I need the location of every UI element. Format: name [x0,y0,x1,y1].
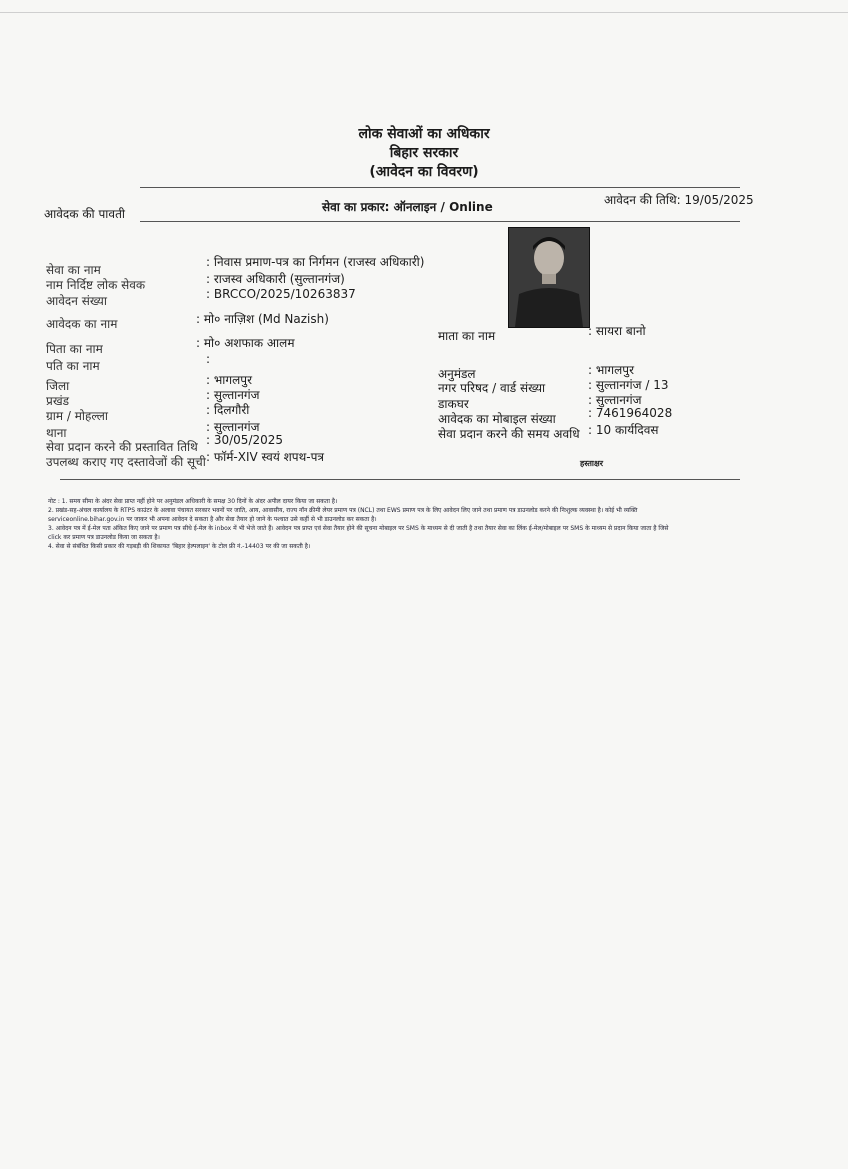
husband-name-value: : [206,352,211,366]
divider-top [140,187,740,188]
designated-officer-value: : राजस्व अधिकारी (सुल्तानगंज) [206,272,345,286]
service-name-value: : निवास प्रमाण-पत्र का निर्गमन (राजस्व अधिकारी) [206,255,425,269]
district-value: : भागलपुर [206,373,253,387]
mobile-value: : 7461964028 [588,406,673,420]
post-office-label: डाकघर [438,397,469,411]
service-type: सेवा का प्रकार: ऑनलाइन / Online [322,200,493,214]
applicant-photo [508,227,590,328]
mobile-label: आवेदक का मोबाइल संख्या [438,412,556,426]
block-value: : सुल्तानगंज [206,388,260,402]
note-1: नोट : 1. समय सीमा के अंदर सेवा प्राप्त नहीं होने पर अनुमंडल अधिकारी के समक्ष 30 दिनों के अंदर अपील दायर किया जा सकता है। [48,498,338,505]
subdivision-label: अनुमंडल [438,367,476,381]
police-station-label: थाना [46,426,67,440]
service-period-value: : 10 कार्यदिवस [588,423,659,437]
service-name-label: सेवा का नाम [46,263,101,277]
divider-bottom [60,479,740,480]
subdivision-value: : भागलपुर [588,363,635,377]
ward-value: : सुल्तानगंज / 13 [588,378,669,392]
proposed-date-value: : 30/05/2025 [206,433,284,447]
application-number-value: : BRCCO/2025/10263837 [206,287,356,301]
village-value: : दिलगौरी [206,403,250,417]
header-line-1: लोक सेवाओं का अधिकार [358,126,490,142]
scan-edge-line [0,12,848,13]
signature-label: हस्ताक्षर [580,459,603,468]
header-line-2: बिहार सरकार [389,145,459,161]
documents-value: : फॉर्म-XIV स्वयं शपथ-पत्र [206,450,325,464]
mother-name-label: माता का नाम [438,329,496,343]
proposed-date-label: सेवा प्रदान करने की प्रस्तावित तिथि [46,440,198,454]
father-name-label: पिता का नाम [46,342,103,356]
application-number-label: आवेदन संख्या [46,294,107,308]
ward-label: नगर परिषद / वार्ड संख्या [438,381,546,395]
police-station-value: : सुल्तानगंज [206,420,260,434]
note-3: 3. आवेदन पत्र में ई-मेल पता अंकित किए जाने पर प्रमाण पत्र सीधे ई-मेल के inbox में भी भेजे जाते हैं। आवेदन पत्र प्राप्त एवं सेवा तैयार होने की सूचना मोबाइल पर SMS के माध्यम से दी जाती है तथा तैयार सेवा का लिंक ई-मेल/मोबाइल पर SMS के माध्यम से प्रदान किया जाता है जिसे [48,525,669,532]
designated-officer-label: नाम निर्दिष्ट लोक सेवक [46,278,146,292]
father-name-value: : मो० अशफाक आलम [196,336,295,350]
receipt-label: आवेदक की पावती [44,207,126,221]
applicant-name-label: आवेदक का नाम [46,317,118,331]
note-2-cont: serviceonline.bihar.gov.in पर जाकर भी अपना आवेदन दे सकता है और सेवा तैयार हो जाने के पश्चात उसे कहीं से भी डाउनलोड कर सकता है। [48,516,377,523]
header-line-3: (आवेदन का विवरण) [369,164,479,180]
block-label: प्रखंड [46,394,70,408]
note-3-cont: click कर प्रमाण पत्र डाउनलोड किया जा सकता है। [48,534,160,541]
divider-mid [140,221,740,222]
husband-name-label: पति का नाम [46,359,100,373]
note-4: 4. सेवा से संबंधित किसी प्रकार की गड़बड़ी की शिकायत 'बिहार हेल्पलाइन' के टोल फ्री नं.-14403 पर की जा सकती है। [48,543,311,550]
applicant-name-value: : मो० नाज़िश (Md Nazish) [196,312,329,326]
village-label: ग्राम / मोहल्ला [46,409,109,423]
post-office-value: : सुल्तानगंज [588,393,642,407]
application-date: आवेदन की तिथि: 19/05/2025 [604,193,754,207]
mother-name-value: : सायरा बानो [588,324,646,338]
service-period-label: सेवा प्रदान करने की समय अवधि [438,427,580,441]
note-2: 2. प्रखंड-सह-अंचल कार्यालय के RTPS काउंटर के अलावा पंचायत सरकार भवनों पर जाति, आय, आवासीय, राज्य नॉन क्रीमी लेयर प्रमाण पत्र (NCL) तथा EWS प्रमाण पत्र के लिए आवेदन लिए जाने तथा प्रमाण पत्र डाउनलोड करने की निःशुल्क व्यवस्था है। कोई भी व्यक्ति [48,507,638,514]
district-label: जिला [46,379,70,393]
documents-label: उपलब्ध कराए गए दस्तावेजों की सूची [46,455,206,469]
